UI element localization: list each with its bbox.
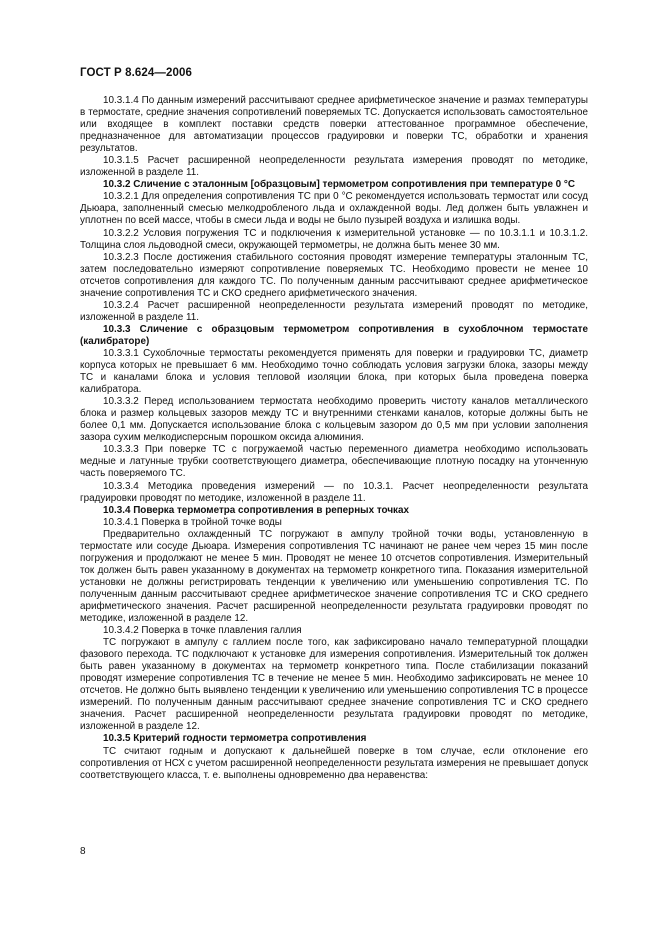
section-heading: 10.3.5 Критерий годности термометра сопротивления — [103, 733, 367, 745]
paragraph: ТС считают годным и допускают к дальнейшей поверке в том случае, если отклонение его сопротивления от НСХ с учетом расширенной неопределенности результата измерения не превышает допуск соответствующего класса, т. е. выполнены одновременно два неравенства: — [80, 745, 588, 781]
paragraph: 10.3.3.3 При поверке ТС с погружаемой частью переменного диаметра необходимо использовать медные и латунные трубки соответствующего диаметра, обеспечивающие плотную посадку на утонченную часть поверяемого ТС. — [80, 444, 588, 480]
paragraph: 10.3.4.2 Поверка в точке плавления галлия — [103, 625, 302, 637]
section-heading: 10.3.3 Сличение с образцовым термометром сопротивления в сухоблочном термостате (калибраторе) — [80, 323, 588, 347]
paragraph: Предварительно охлажденный ТС погружают в ампулу тройной точки воды, установленную в термостате или сосуде Дьюара. Измерения сопротивления ТС начинают не ранее чем через 15 мин после погружения и продолжают не менее 5 мин. Проводят не менее 10 отсчетов сопротивления. Измерительный ток должен быть равен указанному в документах на термометр конкретного типа. Показания измерительной установки не должны регистрировать тенденции к увеличению или уменьшению сопротивления ТС. По полученным данным рассчитывают среднее арифметическое значение сопротивления ТС и СКО среднего арифметического значения. Расчет расширенной неопределенности результата градуировки проводят по методике, изложенной в разделе 12. — [80, 528, 588, 625]
paragraph: 10.3.2.2 Условия погружения ТС и подключения к измерительной установке — по 10.3.1.1 и 10.3.1.2. Толщина слоя льдоводной смеси, окружающей термометры, не должна быть менее 30 мм. — [80, 227, 588, 251]
paragraph: 10.3.3.4 Методика проведения измерений — по 10.3.1. Расчет неопределенности результата градуировки проводят по методике, изложенной в разделе 11. — [80, 480, 588, 504]
paragraph: 10.3.3.1 Сухоблочные термостаты рекомендуется применять для поверки и градуировки ТС, диаметр корпуса которых не превышает 6 мм. Необходимо точно соблюдать условия загрузки блока, зазоры между ТС и каналами блока и условия тепловой изоляции блока, при которых была проведена поверка калибратора. — [80, 347, 588, 396]
section-heading: 10.3.4 Поверка термометра сопротивления в реперных точках — [103, 504, 409, 516]
document-header: ГОСТ Р 8.624—2006 — [80, 67, 192, 79]
paragraph: 10.3.2.3 После достижения стабильного состояния проводят измерение температуры эталонным ТС, затем последовательно измеряют сопротивление поверяемых ТС. Необходимо провести не менее 10 отсчетов сопротивления для каждого ТС. По полученным данным рассчитывают среднее арифметическое значение сопротивления ТС и СКО среднего арифметического значения. — [80, 251, 588, 299]
paragraph: 10.3.2.1 Для определения сопротивления ТС при 0 °С рекомендуется использовать термостат или сосуд Дьюара, заполненный смесью мелкодробленого льда и охлажденной воды. Лед должен быть увлажнен и уплотнен по всей массе, чтобы в смеси льда и воды не было пузырей воздуха и излишка воды. — [80, 191, 588, 227]
paragraph: ТС погружают в ампулу с галлием после того, как зафиксировано начало температурной площадки фазового перехода. ТС подключают к установке для измерения сопротивления. Измерительный ток должен быть равен указанному в документах на термометр конкретного типа. После стабилизации показаний проводят измерение сопротивления ТС в течение не менее 5 мин. Необходимо зафиксировать не менее 10 отсчетов. Не должно быть выявлено тенденции к увеличению или уменьшению сопротивления ТС в процессе измерений. По полученным данным рассчитывают среднее значение сопротивления ТС и СКО среднего значения. Расчет расширенной неопределенности результата градуировки проводят по методике, изложенной в разделе 12. — [80, 637, 589, 733]
paragraph: 10.3.3.2 Перед использованием термостата необходимо проверить чистоту каналов металлического блока и размер кольцевых зазоров между ТС и внутренними стенками каналов, которые должны быть не более 0,1 мм. Допускается использование блока с кольцевым зазором до 0,5 мм при условии заполнения зазора сухим мелкодисперсным порошком оксида алюминия. — [80, 396, 588, 444]
paragraph: 10.3.2.4 Расчет расширенной неопределенности результата измерений проводят по методике, изложенной в разделе 11. — [80, 299, 588, 323]
paragraph: 10.3.4.1 Поверка в тройной точке воды — [103, 516, 282, 528]
document-body — [80, 95, 588, 782]
section-heading: 10.3.2 Сличение с эталонным [образцовым] термометром сопротивления при температуре 0 °С — [103, 179, 576, 191]
paragraph: 10.3.1.5 Расчет расширенной неопределенности результата измерения проводят по методике, изложенной в разделе 11. — [80, 155, 588, 179]
page-number: 8 — [80, 846, 86, 857]
paragraph: 10.3.1.4 По данным измерений рассчитывают среднее арифметическое значение и размах температуры в термостате, средние значения сопротивлений поверяемых ТС. Допускается использовать самостоятельное или входящее в комплект поставки средств поверки аттестованное программное обеспечение, предназначенное для автоматизации процессов градуировки и поверки ТС, обработки и хранения результатов. — [80, 95, 588, 155]
